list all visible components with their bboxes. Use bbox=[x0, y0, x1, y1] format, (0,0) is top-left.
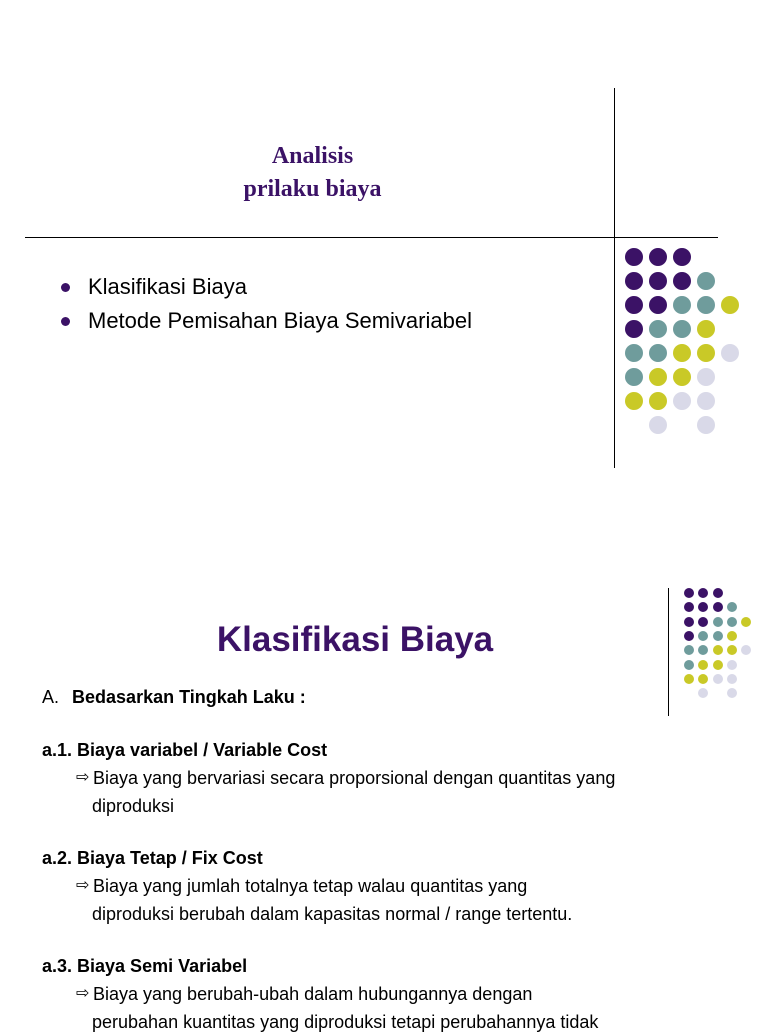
decorative-dot bbox=[721, 296, 739, 314]
item-description bbox=[76, 872, 732, 928]
decorative-dot bbox=[713, 617, 723, 627]
decorative-dot bbox=[649, 344, 667, 362]
bullet-text: Metode Pemisahan Biaya Semivariabel bbox=[88, 308, 472, 333]
decorative-dot bbox=[625, 320, 643, 338]
decorative-dot bbox=[673, 248, 691, 266]
decorative-dot bbox=[673, 272, 691, 290]
title-line-1: Analisis bbox=[271, 143, 354, 169]
decorative-dot bbox=[697, 320, 715, 338]
decorative-dot bbox=[727, 660, 737, 670]
decorative-dot bbox=[697, 344, 715, 362]
item-heading: a.1. Biaya variabel / Variable Cost bbox=[42, 740, 328, 760]
decorative-dot bbox=[727, 631, 737, 641]
slide-2-title: Klasifikasi Biaya bbox=[216, 620, 494, 659]
arrow-right-icon: ⇨ bbox=[76, 985, 90, 1002]
bullet-dot-icon bbox=[61, 283, 70, 292]
decorative-dot bbox=[697, 272, 715, 290]
decorative-dot bbox=[713, 602, 723, 612]
item-heading: a.3. Biaya Semi Variabel bbox=[42, 956, 248, 976]
item-description bbox=[76, 764, 732, 820]
decorative-dot bbox=[698, 617, 708, 627]
decorative-dot bbox=[673, 368, 691, 386]
decorative-dot bbox=[697, 416, 715, 434]
decorative-dot bbox=[649, 296, 667, 314]
decorative-dot bbox=[684, 602, 694, 612]
decorative-dot bbox=[625, 344, 643, 362]
decorative-dot bbox=[727, 602, 737, 612]
bullet-dot-icon bbox=[61, 317, 70, 326]
description-line: Biaya yang berubah-ubah dalam hubungannya dengan bbox=[93, 984, 533, 1004]
vertical-divider bbox=[614, 88, 615, 468]
decorative-dot bbox=[713, 645, 723, 655]
list-item bbox=[42, 952, 732, 1036]
decorative-dot bbox=[713, 631, 723, 641]
item-description bbox=[76, 980, 732, 1036]
decorative-dot bbox=[698, 588, 708, 598]
decorative-dot bbox=[673, 320, 691, 338]
description-line: diproduksi berubah dalam kapasitas normal / range tertentu. bbox=[92, 904, 573, 924]
slide-2 bbox=[0, 540, 768, 1032]
decorative-dot bbox=[625, 392, 643, 410]
decorative-dot bbox=[713, 660, 723, 670]
decorative-dot bbox=[649, 416, 667, 434]
decorative-dot bbox=[697, 296, 715, 314]
decorative-dot bbox=[721, 344, 739, 362]
decorative-dot bbox=[698, 631, 708, 641]
slide-2-body bbox=[42, 682, 732, 1036]
section-a bbox=[42, 682, 732, 712]
decorative-dot bbox=[625, 248, 643, 266]
decorative-dot bbox=[649, 368, 667, 386]
decorative-dot bbox=[684, 645, 694, 655]
decorative-dot bbox=[727, 645, 737, 655]
decorative-dot bbox=[673, 392, 691, 410]
description-line: perubahan kuantitas yang diproduksi tetapi perubahannya tidak bbox=[92, 1012, 599, 1032]
decorative-dot bbox=[684, 660, 694, 670]
decorative-dot bbox=[713, 588, 723, 598]
slide-1-title bbox=[170, 140, 455, 206]
decorative-dot bbox=[673, 344, 691, 362]
decorative-dot bbox=[649, 392, 667, 410]
list-item bbox=[42, 736, 732, 820]
decorative-dot bbox=[684, 588, 694, 598]
decorative-dot bbox=[625, 272, 643, 290]
decorative-dot bbox=[741, 617, 751, 627]
decorative-dot bbox=[684, 631, 694, 641]
decorative-dot bbox=[625, 368, 643, 386]
description-line: Biaya yang bervariasi secara proporsional dengan quantitas yang bbox=[93, 768, 616, 788]
arrow-right-icon: ⇨ bbox=[76, 769, 90, 786]
arrow-right-icon: ⇨ bbox=[76, 877, 90, 894]
horizontal-divider bbox=[25, 237, 718, 238]
decorative-dot bbox=[649, 320, 667, 338]
description-line: diproduksi bbox=[92, 796, 175, 816]
decorative-dot bbox=[741, 645, 751, 655]
title-line-2: prilaku biaya bbox=[243, 176, 382, 202]
section-a-label: A. bbox=[42, 687, 60, 707]
item-heading: a.2. Biaya Tetap / Fix Cost bbox=[42, 848, 263, 868]
decorative-dot bbox=[698, 660, 708, 670]
bullet-list bbox=[58, 270, 472, 338]
decorative-dot bbox=[698, 645, 708, 655]
list-item bbox=[42, 844, 732, 928]
bullet-text: Klasifikasi Biaya bbox=[88, 274, 247, 299]
decorative-dot bbox=[684, 617, 694, 627]
decorative-dot bbox=[697, 392, 715, 410]
decorative-dot bbox=[649, 272, 667, 290]
decorative-dot bbox=[649, 248, 667, 266]
decorative-dot bbox=[697, 368, 715, 386]
decorative-dot bbox=[625, 296, 643, 314]
decorative-dot bbox=[698, 602, 708, 612]
decorative-dot bbox=[673, 296, 691, 314]
bullet-item bbox=[58, 304, 472, 338]
section-a-text: Bedasarkan Tingkah Laku : bbox=[72, 687, 306, 707]
bullet-item bbox=[58, 270, 472, 304]
description-line: Biaya yang jumlah totalnya tetap walau quantitas yang bbox=[93, 876, 528, 896]
decorative-dot bbox=[727, 617, 737, 627]
